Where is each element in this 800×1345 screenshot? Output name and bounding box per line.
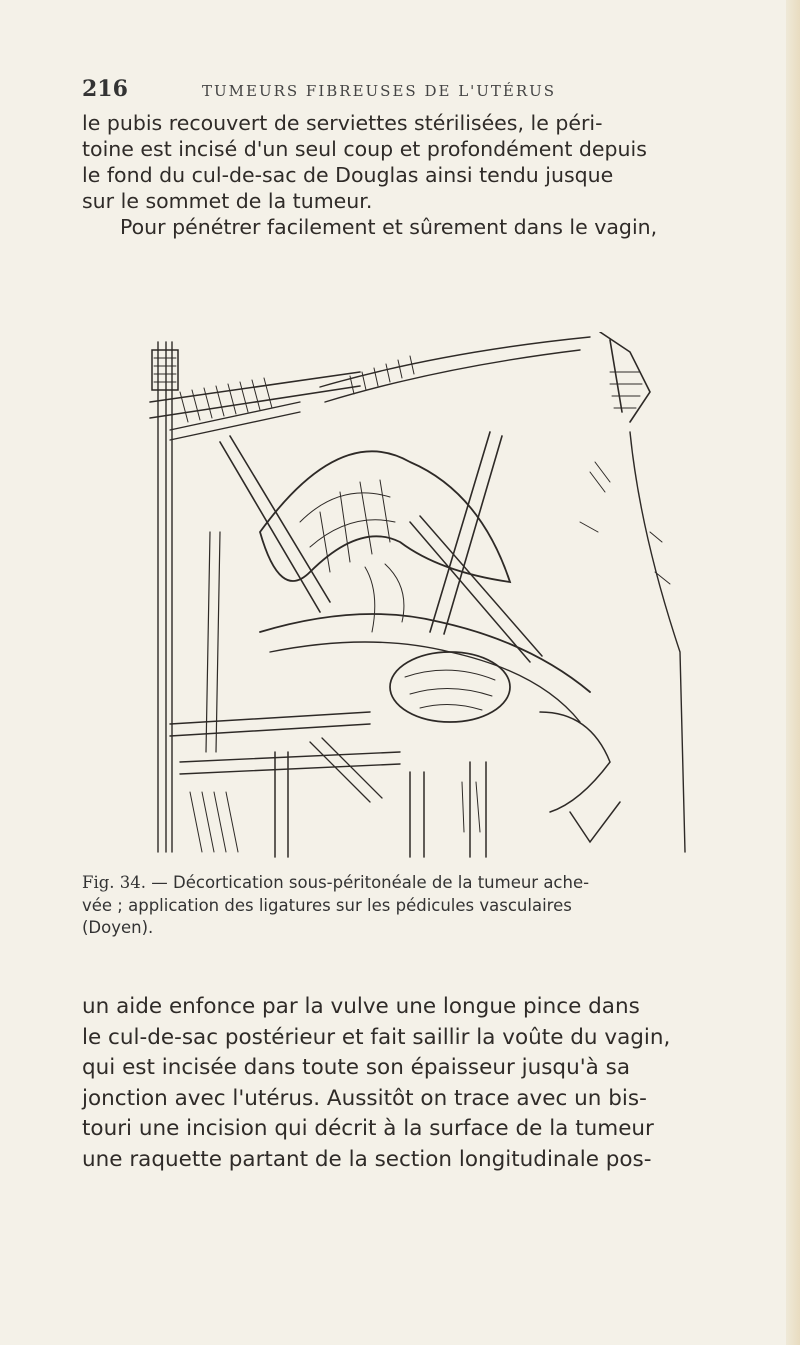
running-title: TUMEURS FIBREUSES DE L'UTÉRUS [202, 82, 557, 100]
text-line: un aide enfonce par la vulve une longue pince dans [82, 994, 640, 1019]
page-number: 216 [82, 76, 128, 102]
text-line: Pour pénétrer facilement et sûrement dans le vagin, [120, 215, 658, 239]
running-header [82, 76, 722, 106]
paragraph-1 [82, 110, 762, 240]
figure-engraving [110, 332, 700, 862]
text-line: toine est incisé d'un seul coup et profondément depuis [82, 137, 647, 161]
caption-line: (Doyen). [82, 918, 154, 937]
page-edge [786, 0, 800, 1345]
text-line: touri une incision qui décrit à la surface de la tumeur [82, 1116, 654, 1141]
text-line: le fond du cul-de-sac de Douglas ainsi tendu jusque [82, 163, 614, 187]
text-line: le cul-de-sac postérieur et fait saillir la voûte du vagin, [82, 1024, 671, 1050]
text-line: qui est incisée dans toute son épaisseur jusqu'à sa [82, 1055, 630, 1080]
caption-line: — Décortication sous-péritonéale de la tumeur ache- [151, 873, 590, 892]
paragraph-2 [82, 992, 762, 1175]
text-line: jonction avec l'utérus. Aussitôt on trace avec un bis- [82, 1085, 647, 1111]
text-line: une raquette partant de la section longitudinale pos- [82, 1146, 652, 1172]
text-line: sur le sommet de la tumeur. [82, 189, 373, 213]
text-line: le pubis recouvert de serviettes stérilisées, le péri- [82, 111, 603, 135]
caption-line: vée ; application des ligatures sur les pédicules vasculaires [82, 895, 572, 915]
figure-label: Fig. 34. [82, 873, 147, 892]
figure-caption [82, 872, 762, 940]
surgical-illustration [110, 332, 700, 862]
